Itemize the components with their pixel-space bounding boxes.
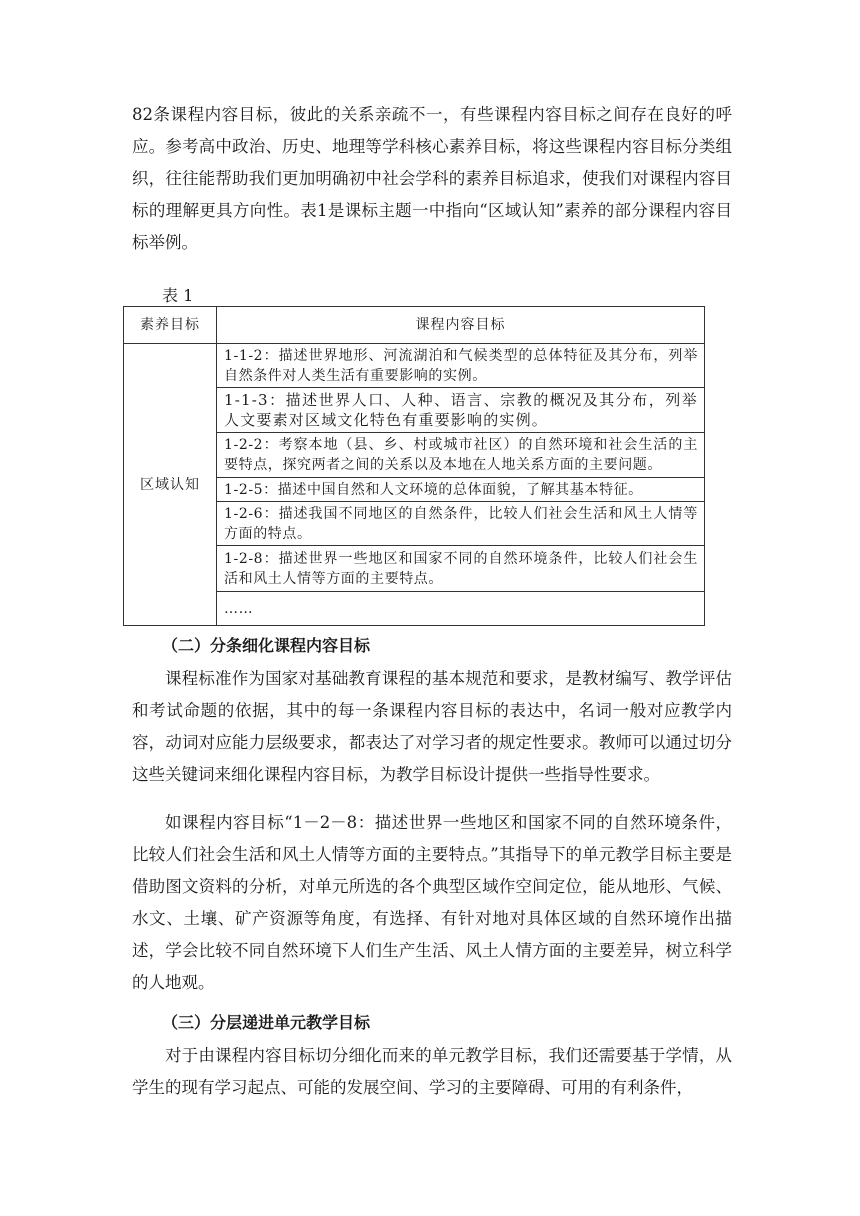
header-literacy-goal: 素养目标 xyxy=(124,307,217,344)
goal-item: 1-1-2：描述世界地形、河流湖泊和气候类型的总体特征及其分布，列举自然条件对人类生活有重要影响的实例。 xyxy=(217,344,705,388)
intro-paragraph: 82条课程内容目标，彼此的关系亲疏不一，有些课程内容目标之间存在良好的呼应。参考高中政治、历史、地理等学科核心素养目标，将这些课程内容目标分类组织，往往能帮助我们更加明确初中社会学科的素养目标追求，使我们对课程内容目标的理解更具方向性。表1是课标主题一中指向“区域认知”素养的部分课程内容目标举例。 xyxy=(132,105,732,252)
goal-item-ellipsis: …… xyxy=(217,592,705,626)
section-heading: （三）分层递进单元教学目标 xyxy=(162,1013,371,1032)
body-paragraph: 如课程内容目标“1－2－8：描述世界一些地区和国家不同的自然环境条件，比较人们社会生活和风土人情等方面的主要特点。”其指导下的单元教学目标主要是借助图文资料的分析，对单元所选的各个典型区域作空间定位，能从地形、气候、水文、土壤、矿产资源等角度，有选择、有针对地对具体区域的自然环境作出描述，学会比较不同自然环境下人们生产生活、风土人情方面的主要差异，树立科学的人地观。 xyxy=(132,813,732,992)
body-paragraph: 课程标准作为国家对基础教育课程的基本规范和要求，是教材编写、教学评估和考试命题的依据，其中的每一条课程内容目标的表达中，名词一般对应教学内容，动词对应能力层级要求，都表达了对学习者的规定性要求。教师可以通过切分这些关键词来细化课程内容目标，为教学目标设计提供一些指导性要求。 xyxy=(132,669,732,784)
course-goals-table xyxy=(123,306,705,626)
category-cell: 区域认知 xyxy=(124,344,217,626)
section-heading: （二）分条细化课程内容目标 xyxy=(162,636,371,655)
goal-item: 1-2-6：描述我国不同地区的自然条件，比较人们社会生活和风土人情等方面的特点。 xyxy=(217,502,705,546)
table-caption: 表 1 xyxy=(162,286,194,305)
table-header-row xyxy=(124,307,705,344)
header-course-content-goal: 课程内容目标 xyxy=(217,307,705,344)
goal-item: 1-1-3：描述世界人口、人种、语言、宗教的概况及其分布，列举人文要素对区域文化特色有重要影响的实例。 xyxy=(217,388,705,433)
goal-item: 1-2-5：描述中国自然和人文环境的总体面貌，了解其基本特征。 xyxy=(217,478,705,502)
table-row xyxy=(124,344,705,388)
goal-item: 1-2-8：描述世界一些地区和国家不同的自然环境条件，比较人们社会生活和风土人情等方面的主要特点。 xyxy=(217,546,705,592)
body-paragraph: 对于由课程内容目标切分细化而来的单元教学目标，我们还需要基于学情，从学生的现有学习起点、可能的发展空间、学习的主要障碍、可用的有利条件， xyxy=(132,1046,732,1097)
goal-item: 1-2-2：考察本地（县、乡、村或城市社区）的自然环境和社会生活的主要特点，探究两者之间的关系以及本地在人地关系方面的主要问题。 xyxy=(217,433,705,478)
